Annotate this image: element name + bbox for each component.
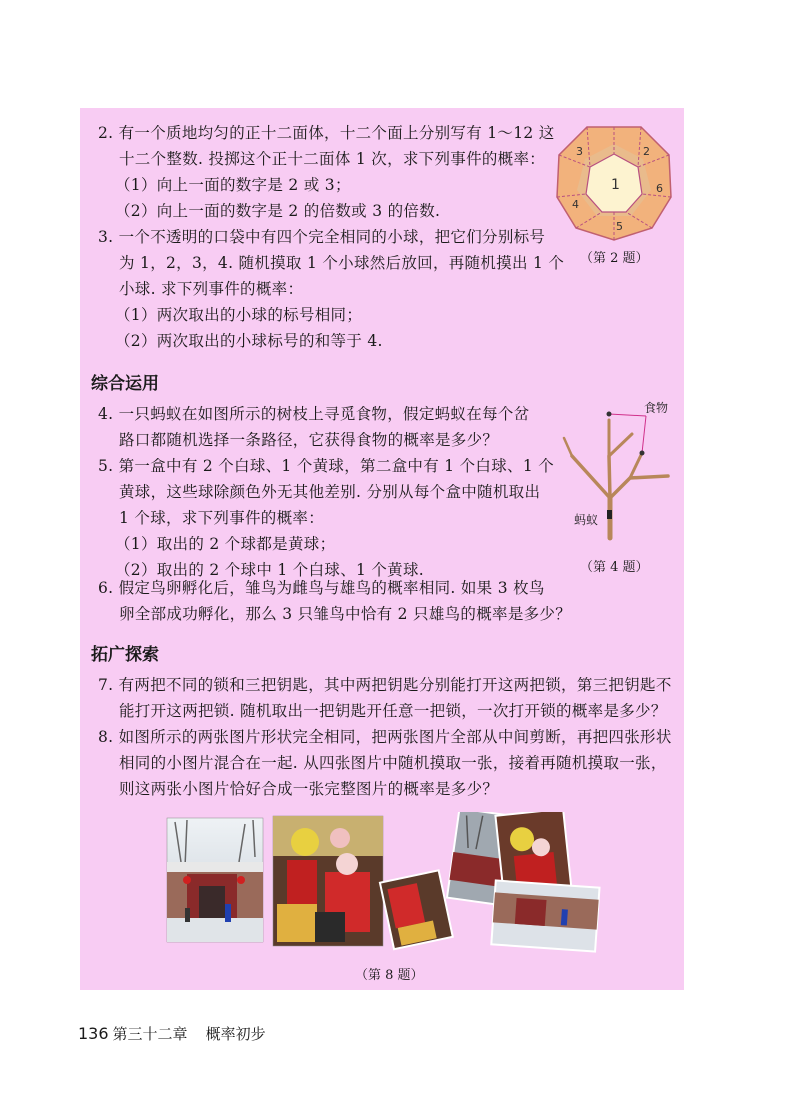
face-label-6: 6 [656,182,663,195]
problem-7-line-2: 能打开这两把锁. 随机取出一把钥匙开任意一把锁，一次打开锁的概率是多少？ [119,702,667,720]
cut-piece-opera-left [380,870,453,949]
problem-8-line-2: 相同的小图片混合在一起. 从四张图片中随机摸取一张，接着再随机摸取一张， [119,754,667,772]
branch-right [610,476,668,498]
figure-8-caption: （第 8 题） [355,968,424,983]
food-label: 食物 [644,401,669,415]
problem-2-line-1: 2. 有一个质地均匀的正十二面体，十二个面上分别写有 1～12 这 [98,124,555,142]
problem-4-line-1: 4. 一只蚂蚁在如图所示的树枝上寻觅食物，假定蚂蚁在每个岔 [98,405,530,423]
branch-right-upper [630,453,642,478]
problem-6-line-2: 卵全部成功孵化，那么 3 只雏鸟中恰有 2 只雄鸟的概率是多少？ [119,605,572,623]
section-heading-comprehensive: 综合运用 [91,374,159,394]
section-heading-extension: 拓广探索 [91,645,159,665]
chapter-label: 第三十二章 [112,1025,188,1043]
opera-performers-photo [273,816,383,946]
problem-2-line-3: （1）向上一面的数字是 2 或 3； [115,176,351,194]
problem-5-line-4: （1）取出的 2 个球都是黄球； [115,535,336,553]
face-label-5: 5 [616,220,623,233]
problem-2-line-4: （2）向上一面的数字是 2 的倍数或 3 的倍数. [115,202,441,220]
ant-icon [607,510,612,519]
chapter-title: 概率初步 [205,1025,266,1043]
figure-4-caption: （第 4 题） [580,560,649,575]
photo-collage-figure [165,812,605,960]
face-label-2: 2 [643,145,650,158]
problem-6-line-1: 6. 假定鸟卵孵化后，雏鸟为雌鸟与雄鸟的概率相同. 如果 3 枚鸟 [98,579,545,597]
branch-left [572,456,610,498]
problem-5-line-1: 5. 第一盒中有 2 个白球、1 个黄球，第二盒中有 1 个白球、1 个 [98,457,555,475]
face-label-3: 3 [576,145,583,158]
problem-8-line-3: 则这两张小图片恰好合成一张完整图片的概率是多少？ [119,780,499,798]
food-pointer-line [609,414,646,416]
problem-3-line-1: 3. 一个不透明的口袋中有四个完全相同的小球，把它们分别标号 [98,228,546,246]
tree-branch-figure [560,398,680,548]
problem-5-line-2: 黄球，这些球除颜色外无其他差别. 分别从每个盒中随机取出 [119,483,541,501]
page-footer [78,1023,266,1044]
problem-3-line-3: 小球. 求下列事件的概率： [119,280,304,298]
problem-7-line-1: 7. 有两把不同的锁和三把钥匙，其中两把钥匙分别能打开这两把锁，第三把钥匙不 [98,676,672,694]
ant-label: 蚂蚁 [574,513,599,527]
dodecahedron-figure [554,124,674,242]
branch-middle-right [609,434,632,456]
problem-2-line-2: 十二个整数. 投掷这个正十二面体 1 次，求下列事件的概率： [119,150,546,168]
problem-8-line-1: 8. 如图所示的两张图片形状完全相同，把两张图片全部从中间剪断，再把四张形状 [98,728,672,746]
figure-2-caption: （第 2 题） [580,251,649,266]
branch-left-tip [564,438,572,456]
food-dot [607,412,612,417]
branch-middle [609,456,610,498]
problem-4-line-2: 路口都随机选择一条路径，它获得食物的概率是多少？ [119,431,499,449]
problem-3-line-2: 为 1，2，3，4. 随机摸取 1 个小球然后放回，再随机摸出 1 个 [119,254,565,272]
problem-3-line-5: （2）两次取出的小球标号的和等于 4. [115,332,383,350]
food-pointer-line-2 [642,416,646,453]
face-label-4: 4 [572,198,579,211]
face-label-1: 1 [611,177,620,193]
problem-3-line-4: （1）两次取出的小球的标号相同； [115,306,363,324]
winter-gate-photo [167,818,263,942]
problem-5-line-3: 1 个球，求下列事件的概率： [119,509,324,527]
problem-5-line-5: （2）取出的 2 个球中 1 个白球、1 个黄球. [115,561,425,579]
cut-piece-winter-right [491,880,599,951]
page-number: 136 [78,1024,109,1043]
food-dot-2 [640,451,645,456]
